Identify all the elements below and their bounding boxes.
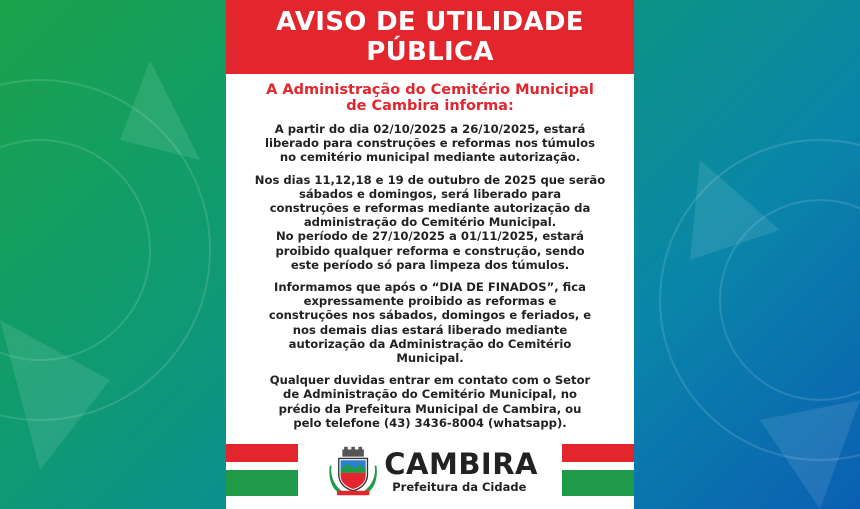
paragraph-after-finados — [242, 280, 618, 365]
paragraph-release-period — [242, 122, 618, 165]
notice-body — [242, 82, 618, 438]
text-line: autorização da Administração do Cemitério — [288, 336, 572, 351]
notice-poster — [226, 0, 634, 509]
paragraph-contact — [242, 373, 618, 430]
text-line: nos demais dias estará liberado mediante — [292, 322, 568, 337]
coat-of-arms-icon — [328, 443, 378, 499]
brand-subtitle: Prefeitura da Cidade — [392, 479, 527, 494]
text-line: de Administração do Cemitério Municipal, no — [283, 387, 577, 402]
paragraph-weekend-dates — [242, 173, 618, 230]
flag-stripe-right — [562, 444, 634, 496]
text-line: No período de 27/10/2025 a 01/11/2025, estará — [275, 229, 585, 244]
text-line: no cemitério municipal mediante autorização. — [279, 150, 581, 165]
flag-stripe-left — [226, 444, 298, 496]
header-title-line2: PÚBLICA — [366, 37, 494, 67]
paragraph-prohibited-period — [242, 229, 618, 272]
text-line: Nos dias 11,12,18 e 19 de outubro de 2025 que serão — [254, 172, 606, 187]
text-line: administração do Cemitério Municipal. — [303, 215, 557, 230]
text-line: A partir do dia 02/10/2025 a 26/10/2025, estará — [274, 122, 586, 136]
org-line: A Administração do Cemitério Municipal — [266, 82, 594, 98]
text-line: sábados e domingos, será liberado para — [298, 186, 562, 201]
text-line: prédio da Prefeitura Municipal de Cambira, ou — [278, 401, 582, 416]
header-title-line1: AVISO DE UTILIDADE — [276, 7, 584, 37]
city-brand — [328, 443, 538, 499]
text-line: proibido qualquer reforma e construção, sendo — [275, 243, 585, 258]
text-line: expressamente proibido as reformas e — [303, 294, 557, 309]
organization-heading — [242, 82, 618, 114]
text-line: Municipal. — [396, 351, 464, 366]
text-line: este período só para limpeza dos túmulos. — [290, 257, 570, 272]
text-line: Qualquer duvidas entrar em contato com o Setor — [269, 373, 591, 388]
brand-name: CAMBIRA — [384, 446, 538, 481]
text-line: construções nos sábados, domingos e feriados, e — [268, 308, 592, 323]
text-line: pelo telefone (43) 3436-8004 (whatsapp). — [293, 415, 567, 430]
org-line: de Cambira informa: — [346, 98, 514, 114]
text-line: construções e reformas mediante autorização da — [269, 201, 591, 216]
text-line: Informamos que após o “DIA DE FINADOS”, fica — [274, 280, 586, 295]
text-line: liberado para construções e reformas nos túmulos — [265, 136, 595, 151]
notice-header — [226, 0, 634, 74]
